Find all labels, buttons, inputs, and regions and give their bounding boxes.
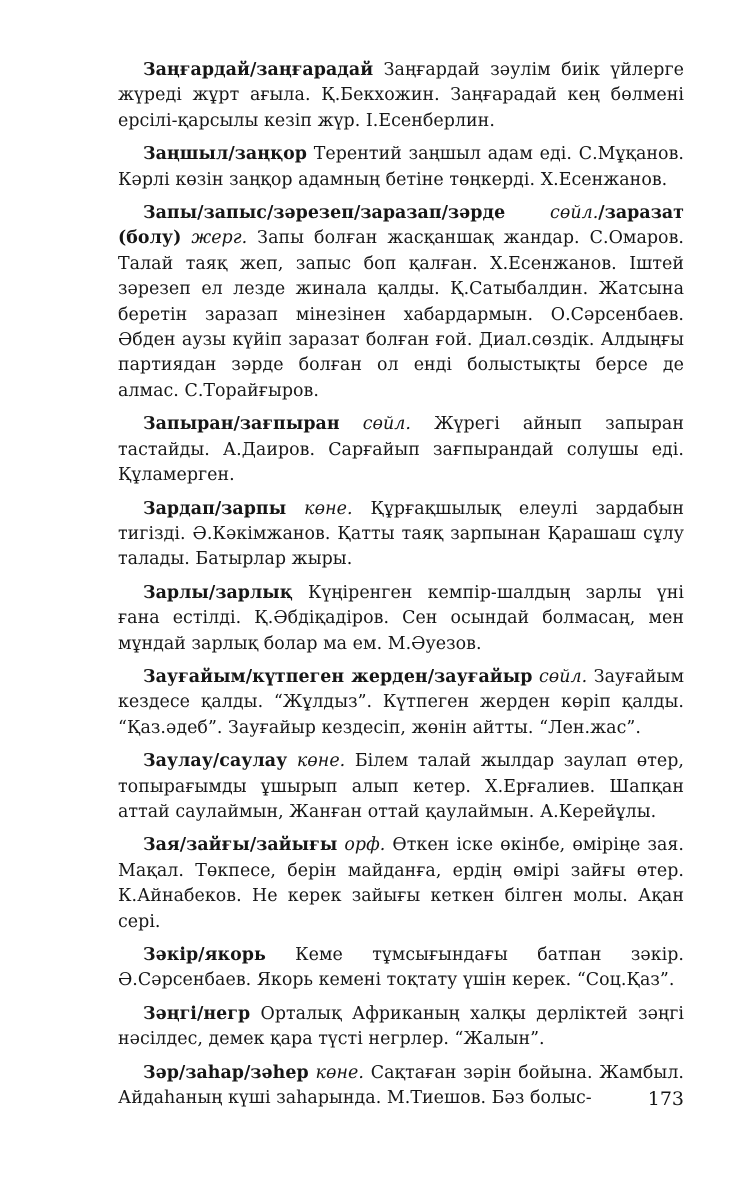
entry-text: Зауғайым кездесе қалды. “Жұлдыз”. Күтпеген жерден көріп қалды. “Қаз.әдеб”. Зауғайыр кездесіп, жөнін айтты. “Лен.жас”. [118,666,685,738]
entry-headword: Заулау/саулау [143,751,288,772]
entry-text: Өткен іске өкінбе, өміріңе зая. Мақал. Төкпесе, берін майданға, ердің өмірі зайғы өтер. К.Айнабеков. Не керек зайығы кеткен білген молы. Ақан сері. [118,835,684,932]
entry-text: Жүрегі айнып запыран тастайды. А.Даиров. Сарғайып зағпырандай солушы еді. Құламерген. [118,414,684,486]
entry-text: Терентий заңшыл адам еді. С.Мұқанов. Кәрлі көзін заңқор адамның бетіне төңкерді. Х.Есенжанов. [118,144,684,190]
entry-text: Заңғардай зәулім биік үйлерге жүреді жұрт ағыла. Қ.Бекхожин. Заңғарадай кең бөлмені ерсілі-қарсылы кезіп жүр. І.Есенберлин. [118,60,684,131]
entry-text: Құрғақшылық елеулі зардабын тигізді. Ә.Кәкімжанов. Қатты таяқ зарпынан Қарашаш сұлу талады. Батырлар жыры. [118,498,685,570]
entry-headword: Зая/зайғы/зайығы [143,835,338,856]
entry-text: Орталық Африканың халқы дерліктей зәңгі нәсілдес, демек қара түсті негрлер. “Жалын”. [118,1003,684,1050]
dictionary-entry [118,581,684,657]
dictionary-entry [118,142,684,193]
entry-headword: Заңғардай/заңғарадай [143,60,374,80]
entry-text: Сақтаған зәрін бойына. Жамбыл. Айдаһаның күші заһарында. М.Тиешов. Бәз болыс- [118,1062,684,1109]
entry-headword: Запыран/зағпыран [143,414,340,435]
dictionary-entry [118,665,684,741]
entry-usage-marker: көне. [286,498,353,519]
dictionary-entry [118,1061,684,1112]
dictionary-entry [118,749,684,825]
entry-usage-marker: көне. [308,1062,364,1083]
dictionary-page [118,58,684,1119]
entry-headword: Зәкір/якорь [143,945,266,965]
dictionary-entry [118,412,684,488]
dictionary-entry [118,1002,684,1053]
dictionary-entry [118,943,684,994]
entry-headword: Запы/запыс/зәрезеп/заразап/зәрде [143,203,506,224]
dictionary-entry [118,201,684,404]
entry-headword: Зауғайым/күтпеген жерден/зауғайыр [143,666,533,687]
entry-text: Білем талай жылдар заулап өтер, топырағымды ұшырып алып кетер. Х.Ерғалиев. Шапқан аттай саулаймын, Жанған оттай қаулаймын. А.Керейұлы. [118,751,684,822]
entry-usage-marker: жерг. [181,228,248,249]
dictionary-entry [118,58,684,134]
page-number: 173 [647,1088,684,1110]
entry-headword-continued: /заразат (болу) [118,203,684,249]
entry-text: Күңіренген кемпір-шалдың зарлы үні ғана естілді. Қ.Әбдіқадіров. Сен осындай болмасаң, мен мұндай зарлық болар ма ем. М.Әуезов. [118,582,684,654]
entry-text: Кеме тұмсығындағы батпан зәкір. Ә.Сәрсенбаев. Якорь кемені тоқтату үшін керек. “Соц.Қаз”. [118,945,684,991]
entry-headword: Заңшыл/заңқор [143,144,307,165]
entry-usage-marker: сөйл. [532,666,588,687]
entry-usage-marker: көне. [287,751,346,772]
entry-headword: Зарлы/зарлық [143,582,293,603]
entry-headword: Зәңгі/негр [143,1003,251,1024]
entry-usage-marker: сөйл. [505,203,599,224]
entry-usage-marker: орф. [337,835,386,856]
entry-text: Запы болған жасқаншақ жандар. С.Омаров. Талай таяқ жеп, запыс боп қалған. Х.Есенжанов. Іштей зәрезеп ел лезде жинала қалды. Қ.Сатыбалдин. Жатсына беретін заразап мінезінен хабардармын. О.Сәрсенбаев. Әбден аузы күйіп заразат болған ғой. Диал.сөздік. Алдыңғы партиядан зәрде болған ол енді болыстықты берсе де алмас. С.Торайғыров. [118,228,684,401]
entry-headword: Зәр/заһар/зәһер [143,1062,309,1083]
entry-usage-marker: сөйл. [339,414,411,435]
entry-headword: Зардап/зарпы [143,498,287,519]
dictionary-entry [118,833,684,935]
dictionary-entry [118,497,684,573]
